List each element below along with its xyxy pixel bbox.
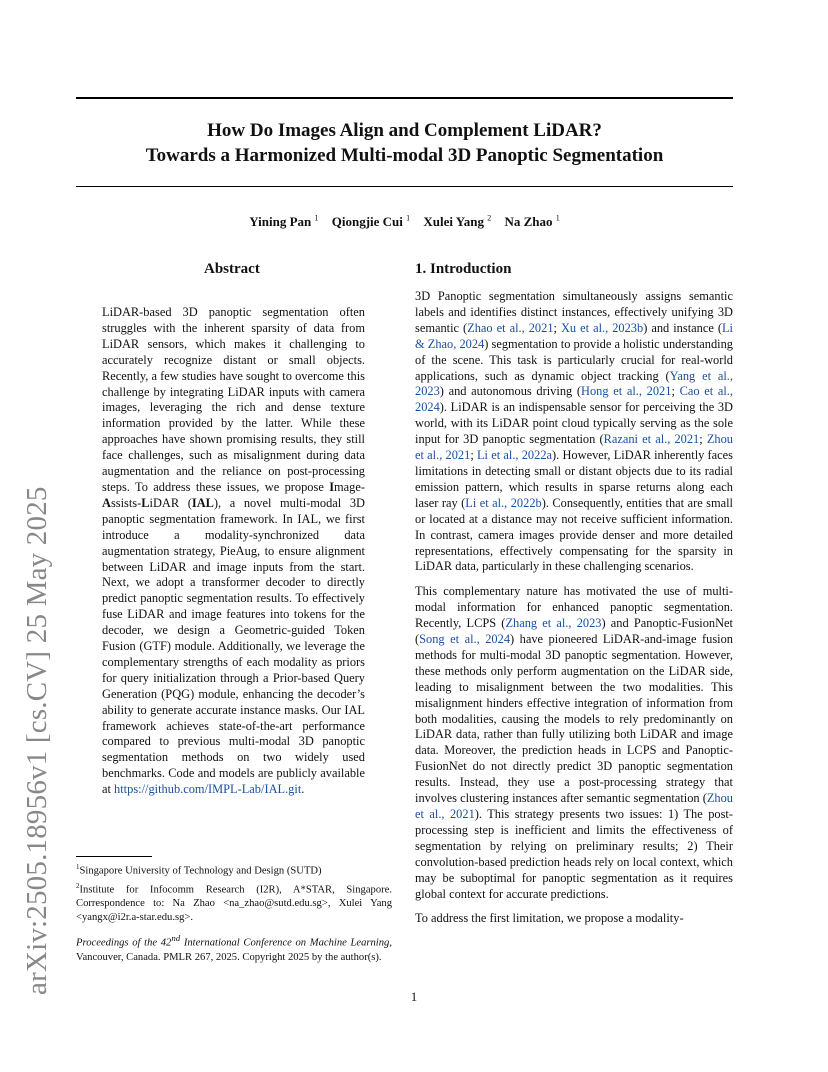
introduction-body xyxy=(415,289,733,936)
abstract-heading: Abstract xyxy=(204,261,260,277)
text-run: ). However, LiDAR inherently faces limitations in detecting small or distant objects due to its radial emission pattern, which results in sparse returns along each laser ray ( xyxy=(415,448,734,510)
text-run: ) and Panoptic-FusionNet ( xyxy=(415,616,733,647)
text-run: To address the first limitation, we propose a modality- xyxy=(415,911,684,926)
citation-link[interactable]: Li et al., 2022a xyxy=(476,448,553,463)
author: Qiongjie Cui $^1$ xyxy=(331,214,411,230)
citation-link[interactable]: Zhao et al., 2021 xyxy=(467,320,554,335)
proceedings-note: Proceedings of the 42nd International Conference on Machine Learning, Vancouver, Canada. PMLR 267, 2025. Copyright 2025 by the author(s). xyxy=(76,933,392,963)
citation-link[interactable]: Zhou et al., 2021 xyxy=(415,791,733,821)
text-run: ; xyxy=(470,448,477,463)
arxiv-stamp: arXiv:2505.18956v1 [cs.CV] 25 May 2025 xyxy=(21,486,53,995)
citation-link[interactable]: Song et al., 2024 xyxy=(419,632,511,647)
citation-link[interactable]: Cao et al., 2024 xyxy=(415,384,733,415)
text-run: ). LiDAR is an indispensable sensor for perceiving the 3D world, with its LiDAR point cloud typically serving as the sole input for 3D panoptic segmentation ( xyxy=(415,400,733,447)
text-run: ; xyxy=(553,320,561,335)
text-run: ) and autonomous driving ( xyxy=(439,384,582,399)
citation-link[interactable]: Xu et al., 2023b xyxy=(560,320,644,335)
title-bottom-rule xyxy=(76,186,733,187)
title-top-rule xyxy=(76,97,733,99)
citation-link[interactable]: Li et al., 2022b xyxy=(465,495,542,510)
author: Yining Pan $^1$ xyxy=(249,214,319,230)
citation-link[interactable]: Hong et al., 2021 xyxy=(581,384,672,399)
paper-title-line-1: How Do Images Align and Complement LiDAR? xyxy=(207,120,602,141)
text-run: 3D Panoptic segmentation simultaneously assigns semantic labels and identifies distinct instances, effectively unifying 3D semantic ( xyxy=(415,289,733,335)
text-run: ; xyxy=(671,384,680,399)
citation-link[interactable]: Li & Zhao, 2024 xyxy=(415,320,733,351)
author: Na Zhao $^1$ xyxy=(504,214,560,230)
text-run: ; xyxy=(699,432,707,447)
footnote-2: $^2$Institute for Infocomm Research (I2R), A*STAR, Singapore. Correspondence to: Na Zhao <na_zhao@sutd.edu.sg>, Xulei Yang <yangx@i2r.a-star.edu.sg>. xyxy=(76,881,392,924)
author: Xulei Yang $^2$ xyxy=(423,214,492,230)
footnote-1: $^1$Singapore University of Technology and Design (SUTD) xyxy=(76,863,322,877)
page-number: 1 xyxy=(410,990,418,1004)
footnote-rule xyxy=(76,856,152,857)
text-run: ). Consequently, entities that are small or located at a distance may not receive sufficient information. In contrast, camera images provide denser and more detailed representations, effectively compensating for the sparsity in LiDAR data, particularly in these challenging scenarios. xyxy=(415,495,733,574)
citation-link[interactable]: Yang et al., 2023 xyxy=(415,368,733,399)
intro-paragraph xyxy=(415,584,733,902)
citation-link[interactable]: Razani et al., 2021 xyxy=(603,432,700,447)
abstract-body: LiDAR-based 3D panoptic segmentation often struggles with the inherent sparsity of data from LiDAR sensors, which makes it challenging to accurately recognize distant or small objects. Recently, a few studies have sought to overcome this challenge by integrating LiDAR inputs with camera images, leveraging the rich and dense texture information provided by the latter. While these approaches have shown promising results, they still face challenges, such as misalignment during data augmentation and the reliance on post-processing steps. To address these issues, we propose Image-Assists-LiDAR (IAL), a novel multi-modal 3D panoptic segmentation framework. In IAL, we first introduce a modality-synchronized data augmentation strategy, PieAug, to ensure alignment between LiDAR and image inputs from the start. Next, we adopt a transformer decoder to directly predict panoptic segmentation results. To effectively fuse LiDAR and image features into tokens for the decoder, we design a Geometric-guided Token Fusion (GTF) module. Additionally, we leverage the complementary strengths of each modality as priors for query initialization through a Prior-based Query Generation (PQG) module, enhancing the decoder’s ability to generate accurate instance masks. Our IAL framework achieves state-of-the-art performance compared to previous multi-modal 3D panoptic segmentation methods on two widely used benchmarks. Code and models are publicly available at https://github.com/IMPL-Lab/IAL.git. xyxy=(102,305,366,797)
intro-paragraph xyxy=(415,911,733,927)
citation-link[interactable]: Zhang et al., 2023 xyxy=(505,616,602,631)
author-list xyxy=(76,214,733,230)
text-run: ) segmentation to provide a holistic understanding of the scene. This task is particularly crucial for real-world applications, such as dynamic object tracking ( xyxy=(415,336,733,383)
text-run: ). This strategy presents two issues: 1) The post-processing step is inefficient and limits the effectiveness of segmentation by relying on preliminary results; 2) Their convolution-based prediction heads rely on local context, which may be suboptimal for panoptic segmentation as it requires global context for accurate predictions. xyxy=(415,807,733,901)
citation-link[interactable]: Zhou et al., 2021 xyxy=(415,432,733,463)
introduction-heading: 1. Introduction xyxy=(415,261,512,277)
text-run: This complementary nature has motivated the use of multi-modal information for enhanced panoptic segmentation. Recently, LCPS ( xyxy=(415,584,733,631)
code-link[interactable]: https://github.com/IMPL-Lab/IAL.git xyxy=(114,782,302,797)
text-run: ) have pioneered LiDAR-and-image fusion methods for multi-modal 3D panoptic segmentation. However, these methods only perform augmentation on the LiDAR side, leading to misalignment between the two modalities. This misalignment hinders effective integration of information from both modalities, causing the models to rely predominantly on LiDAR data, rather than fully utilizing both LiDAR and image data. Moreover, the prediction heads in LCPS and Panoptic-FusionNet do not directly predict 3D panoptic segmentation results. Instead, they use a post-processing strategy that involves clustering instances after semantic segmentation ( xyxy=(415,632,733,806)
paper-title-line-2: Towards a Harmonized Multi-modal 3D Panoptic Segmentation xyxy=(145,145,664,166)
footnotes xyxy=(76,860,392,925)
intro-paragraph xyxy=(415,289,733,575)
text-run: ) and instance ( xyxy=(643,320,722,335)
